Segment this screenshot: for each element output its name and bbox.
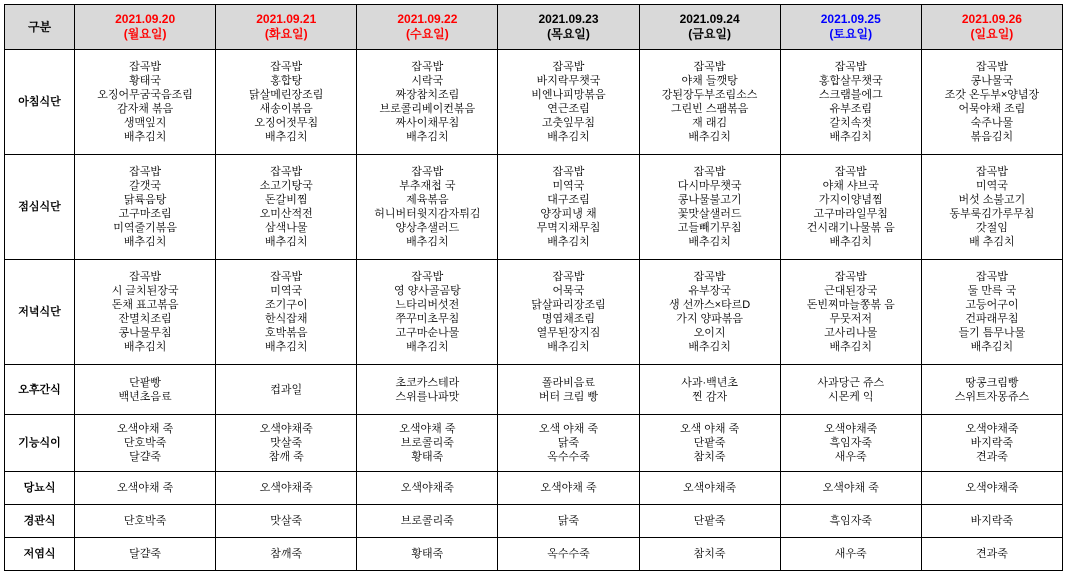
menu-item: 조갓 온두부×양념장 [944, 89, 1040, 101]
menu-item: 오색야채죽 [824, 423, 878, 435]
table-row [5, 472, 1063, 505]
menu-item: 영 양사골곰탕 [393, 285, 461, 297]
menu-cell: 옥수수죽 [498, 538, 639, 571]
menu-item: 돈갈비찜 [264, 194, 308, 206]
menu-cell [216, 415, 357, 472]
menu-item: 콩나물불고기 [677, 194, 742, 206]
menu-item: 미역국 [975, 180, 1008, 192]
menu-item: 단호박죽 [123, 437, 167, 449]
menu-item: 배추김치 [547, 341, 590, 353]
menu-item: 황태죽 [411, 451, 444, 463]
menu-item: 명엽채조림 [541, 313, 596, 325]
menu-item: 참치죽 [693, 451, 726, 463]
menu-item: 건시래기나물볶 음 [806, 222, 895, 234]
menu-item: 오색 야채 죽 [680, 423, 740, 435]
menu-item: 오징어젓무침 [254, 117, 319, 129]
menu-item: 둘 만륵 국 [967, 285, 1017, 297]
menu-item: 시몬케 익 [827, 390, 874, 403]
menu-cell [216, 365, 357, 415]
menu-cell: 오색야채죽 [921, 472, 1062, 505]
menu-item: 생맥잎지 [123, 117, 167, 129]
menu-item: 호박볶음 [264, 327, 308, 339]
menu-item: 가지이양념찜 [818, 194, 883, 206]
menu-item: 삼색나물 [264, 222, 308, 234]
menu-item: 오미산적전 [259, 208, 313, 220]
menu-cell: 오색야채죽 [639, 472, 780, 505]
menu-item: 잡곡밥 [129, 271, 162, 283]
header-weekday: (목요일) [547, 27, 590, 41]
menu-item: 근대된장국 [824, 285, 878, 297]
menu-cell [780, 365, 921, 415]
menu-item: 허니버터윗지감자튀김 [374, 208, 481, 220]
menu-cell [75, 365, 216, 415]
menu-item: 잡곡밥 [270, 271, 303, 283]
table-row [5, 50, 1063, 155]
menu-item: 감자채 볶음 [117, 103, 174, 115]
menu-item: 콩나물국 [970, 75, 1014, 87]
header-date: 2021.09.23 [538, 12, 599, 26]
row-label-cell: 경관식 [5, 505, 75, 538]
menu-item: 배추김치 [406, 341, 449, 353]
menu-item: 잡곡밥 [693, 166, 726, 178]
menu-item: 닭살메린장조림 [249, 89, 324, 101]
menu-item: 열무된장지짐 [536, 327, 601, 339]
menu-item: 오색야채죽 [965, 423, 1019, 435]
menu-item: 양장피냉 채 [540, 208, 597, 220]
menu-item: 백년초음료 [118, 390, 172, 403]
menu-item: 컵과일 [270, 383, 303, 396]
menu-item: 조기구이 [264, 299, 308, 311]
menu-item: 짜사이채무침 [395, 117, 460, 129]
menu-item: 홍합탕 [270, 75, 303, 87]
menu-cell: 단팥죽 [639, 505, 780, 538]
menu-cell [639, 260, 780, 365]
menu-cell [639, 365, 780, 415]
table-row [5, 260, 1063, 365]
menu-item: 강된장두부조림소스 [661, 89, 758, 101]
row-label-cell: 아침식단 [5, 50, 75, 155]
menu-cell [357, 365, 498, 415]
header-day-cell [639, 5, 780, 50]
menu-cell: 참치죽 [639, 538, 780, 571]
menu-item: 오색야채죽 [259, 423, 313, 435]
menu-item: 스크램블에그 [818, 89, 883, 101]
menu-cell [75, 50, 216, 155]
menu-item: 고등어구이 [965, 299, 1019, 311]
menu-item: 잡곡밥 [834, 271, 867, 283]
menu-item: 배추김치 [688, 236, 731, 248]
menu-cell [921, 415, 1062, 472]
menu-item: 돈빈찌마늘쫑볶 음 [806, 299, 895, 311]
table-row [5, 415, 1063, 472]
menu-item: 찐 감자 [692, 390, 728, 403]
menu-cell [921, 260, 1062, 365]
header-weekday: (월요일) [123, 27, 167, 41]
menu-item: 숙주나물 [970, 117, 1014, 129]
menu-item: 스위트자몽쥬스 [954, 390, 1030, 403]
table-row [5, 155, 1063, 260]
menu-item: 재 래김 [692, 117, 728, 129]
menu-cell [357, 260, 498, 365]
menu-cell: 바지락죽 [921, 505, 1062, 538]
menu-item: 오색 야채 죽 [538, 423, 599, 435]
menu-item: 대구조림 [547, 194, 590, 206]
menu-item: 꽃맛살샐러드 [677, 208, 742, 220]
menu-cell: 참깨죽 [216, 538, 357, 571]
menu-item: 닭죽 [557, 437, 580, 449]
menu-item: 배추김치 [123, 236, 167, 248]
menu-cell: 오색야채죽 [357, 472, 498, 505]
menu-item: 갈갯국 [129, 180, 162, 192]
menu-cell [216, 155, 357, 260]
table-row [5, 538, 1063, 571]
header-date: 2021.09.22 [397, 12, 458, 26]
menu-item: 옥수수죽 [547, 451, 590, 463]
menu-item: 고사리나물 [824, 327, 878, 339]
header-day-cell [498, 5, 639, 50]
menu-cell [357, 415, 498, 472]
menu-cell: 오색야채 죽 [780, 472, 921, 505]
menu-cell [780, 50, 921, 155]
menu-item: 돈채 표고볶음 [111, 299, 179, 311]
header-date: 2021.09.25 [820, 12, 881, 26]
menu-item: 연근조림 [547, 103, 590, 115]
header-weekday: (일요일) [970, 27, 1014, 41]
menu-item: 야채 샤브국 [822, 180, 879, 192]
menu-cell [921, 50, 1062, 155]
menu-cell [639, 415, 780, 472]
menu-item: 배추김치 [123, 341, 167, 353]
menu-item: 갓절임 [975, 222, 1008, 234]
menu-cell: 닭죽 [498, 505, 639, 538]
menu-item: 잡곡밥 [975, 166, 1008, 178]
table-row [5, 365, 1063, 415]
menu-item: 무뭇저저 [829, 313, 872, 325]
menu-cell: 오색야채 죽 [498, 472, 639, 505]
menu-cell: 맛살죽 [216, 505, 357, 538]
menu-item: 잡곡밥 [552, 271, 585, 283]
menu-cell [639, 50, 780, 155]
menu-cell [498, 365, 639, 415]
header-date: 2021.09.21 [256, 12, 317, 26]
menu-item: 유부장국 [688, 285, 731, 297]
menu-item: 한식잡채 [264, 313, 308, 325]
menu-cell [780, 260, 921, 365]
menu-item: 생 선까스×타르D [669, 299, 751, 311]
table-row [5, 505, 1063, 538]
menu-item: 그린빈 스팸볶음 [670, 103, 749, 115]
menu-item: 시 글치된장국 [111, 285, 179, 297]
menu-item: 고들빼기무침 [677, 222, 742, 234]
menu-item: 미역국 [270, 285, 303, 297]
menu-item: 홍합살무챗국 [818, 75, 883, 87]
menu-item: 잡곡밥 [834, 166, 867, 178]
menu-item: 오징어무굼국음조림 [97, 89, 193, 101]
row-label-cell: 저염식 [5, 538, 75, 571]
row-label-cell: 점심식단 [5, 155, 75, 260]
menu-item: 사과·백년초 [681, 376, 739, 389]
menu-item: 새우죽 [834, 451, 867, 463]
menu-item: 단팥죽 [693, 437, 726, 449]
menu-item: 잡곡밥 [975, 271, 1008, 283]
menu-item: 잡곡밥 [129, 61, 162, 73]
menu-item: 오이지 [693, 327, 726, 339]
menu-item: 사과당근 쥬스 [817, 376, 885, 389]
menu-item: 소고기탕국 [259, 180, 313, 192]
menu-item: 잡곡밥 [129, 166, 162, 178]
menu-item: 배추김치 [264, 131, 308, 143]
menu-item: 제육볶음 [406, 194, 449, 206]
row-label-cell: 저녁식단 [5, 260, 75, 365]
menu-cell: 견과죽 [921, 538, 1062, 571]
menu-item: 잡곡밥 [411, 61, 444, 73]
menu-item: 양상추샐러드 [395, 222, 460, 234]
menu-item: 참깨 죽 [268, 451, 304, 463]
menu-item: 들기 틈무나물 [958, 327, 1026, 339]
menu-item: 땅콩크림빵 [965, 376, 1019, 389]
menu-item: 배추김치 [829, 341, 872, 353]
menu-item: 미역줄기볶음 [113, 222, 177, 234]
menu-cell: 흑임자죽 [780, 505, 921, 538]
menu-cell [75, 260, 216, 365]
menu-item: 배추김치 [547, 131, 590, 143]
menu-cell [357, 50, 498, 155]
menu-item: 잡곡밥 [693, 61, 726, 73]
header-weekday: (화요일) [264, 27, 308, 41]
row-label-cell: 기능식이 [5, 415, 75, 472]
menu-item: 버터 크림 빵 [538, 390, 599, 403]
header-day-cell [780, 5, 921, 50]
menu-item: 오색야채 죽 [399, 423, 456, 435]
menu-item: 단팥빵 [129, 376, 162, 389]
menu-item: 동부룩김가루무침 [949, 208, 1035, 220]
menu-item: 달걀죽 [129, 451, 162, 463]
menu-item: 배 추김치 [969, 236, 1015, 248]
menu-cell [921, 365, 1062, 415]
menu-item: 고구마순나물 [395, 327, 460, 339]
menu-item: 어묵국 [552, 285, 585, 297]
weekly-menu-table [4, 4, 1063, 571]
menu-item: 야채 들깻탕 [681, 75, 738, 87]
header-date: 2021.09.26 [961, 12, 1022, 26]
menu-item: 황태국 [129, 75, 162, 87]
menu-item: 배추김치 [829, 236, 872, 248]
menu-cell [498, 155, 639, 260]
menu-item: 잡곡밥 [270, 166, 303, 178]
menu-cell [780, 155, 921, 260]
menu-item: 잔멸치조림 [118, 313, 172, 325]
menu-cell: 황태죽 [357, 538, 498, 571]
menu-item: 배추김치 [688, 131, 731, 143]
menu-cell [639, 155, 780, 260]
menu-item: 잡곡밥 [270, 61, 303, 73]
menu-item: 버섯 소불고기 [958, 194, 1026, 206]
menu-item: 시락국 [411, 75, 444, 87]
menu-cell [216, 260, 357, 365]
header-weekday: (수요일) [405, 27, 449, 41]
menu-item: 고구마조림 [118, 208, 172, 220]
menu-cell: 새우죽 [780, 538, 921, 571]
menu-cell [75, 155, 216, 260]
menu-cell [75, 415, 216, 472]
menu-item: 브로콜리베이컨볶음 [379, 103, 476, 115]
menu-item: 콩나물무침 [118, 327, 172, 339]
menu-item: 스위를나파맛 [395, 390, 460, 403]
menu-item: 부추재첩 국 [399, 180, 456, 192]
menu-item: 초코카스테라 [395, 376, 460, 389]
menu-item: 바지락무챗국 [536, 75, 601, 87]
menu-cell [216, 50, 357, 155]
menu-item: 유부조림 [829, 103, 872, 115]
menu-item: 어묵야채 조림 [958, 103, 1026, 115]
menu-item: 바지락죽 [970, 437, 1014, 449]
menu-item: 볶음김치 [970, 131, 1014, 143]
menu-item: 쭈꾸미초무침 [395, 313, 460, 325]
menu-item: 짜장참치조림 [395, 89, 460, 101]
menu-cell [498, 50, 639, 155]
menu-cell [498, 260, 639, 365]
menu-cell: 브로콜리죽 [357, 505, 498, 538]
menu-item: 배추김치 [406, 131, 449, 143]
menu-item: 배추김치 [829, 131, 872, 143]
header-day-cell [75, 5, 216, 50]
menu-item: 잡곡밥 [411, 166, 444, 178]
row-label-cell: 오후간식 [5, 365, 75, 415]
menu-item: 배추김치 [123, 131, 167, 143]
header-weekday: (금요일) [688, 27, 732, 41]
header-day-cell [921, 5, 1062, 50]
header-weekday: (토요일) [829, 27, 873, 41]
menu-item: 잡곡밥 [834, 61, 867, 73]
menu-item: 미역국 [552, 180, 585, 192]
row-label-cell: 당뇨식 [5, 472, 75, 505]
menu-cell [921, 155, 1062, 260]
menu-cell: 달걀죽 [75, 538, 216, 571]
menu-item: 배추김치 [547, 236, 590, 248]
menu-item: 브로콜리죽 [400, 437, 454, 449]
menu-item: 배추김치 [406, 236, 449, 248]
menu-item: 잡곡밥 [693, 271, 726, 283]
menu-item: 배추김치 [688, 341, 731, 353]
menu-cell: 오색야채죽 [216, 472, 357, 505]
menu-item: 고춧잎무침 [541, 117, 596, 129]
menu-cell [780, 415, 921, 472]
header-date: 2021.09.20 [115, 12, 176, 26]
header-day-cell [357, 5, 498, 50]
menu-item: 잡곡밥 [975, 61, 1008, 73]
menu-item: 갈치속젓 [829, 117, 872, 129]
menu-item: 폴라비음료 [541, 376, 596, 389]
menu-item: 닭륙음탕 [123, 194, 167, 206]
menu-item: 배추김치 [970, 341, 1014, 353]
menu-cell: 단호박죽 [75, 505, 216, 538]
menu-cell: 오색야채 죽 [75, 472, 216, 505]
menu-item: 가지 양파볶음 [676, 313, 744, 325]
menu-item: 느타리버섯전 [395, 299, 460, 311]
menu-item: 잡곡밥 [552, 61, 585, 73]
menu-cell [498, 415, 639, 472]
menu-item: 비엔나피망볶음 [531, 89, 606, 101]
menu-item: 새송이볶음 [259, 103, 313, 115]
menu-item: 맛살죽 [270, 437, 303, 449]
menu-item: 배추김치 [264, 236, 308, 248]
menu-item: 오색야채 죽 [117, 423, 174, 435]
menu-item: 배추김치 [264, 341, 308, 353]
menu-item: 견과죽 [975, 451, 1008, 463]
menu-item: 다시마무챗국 [677, 180, 742, 192]
menu-item: 무멱지채무침 [536, 222, 601, 234]
menu-item: 건파래무침 [965, 313, 1019, 325]
menu-item: 잡곡밥 [411, 271, 444, 283]
menu-item: 닭살파리장조림 [531, 299, 606, 311]
header-label-cell: 구분 [5, 5, 75, 50]
menu-item: 고구마라일무침 [813, 208, 888, 220]
menu-cell [357, 155, 498, 260]
header-day-cell [216, 5, 357, 50]
menu-item: 흑임자죽 [829, 437, 872, 449]
table-header-row [5, 5, 1063, 50]
header-date: 2021.09.24 [679, 12, 740, 26]
menu-item: 잡곡밥 [552, 166, 585, 178]
